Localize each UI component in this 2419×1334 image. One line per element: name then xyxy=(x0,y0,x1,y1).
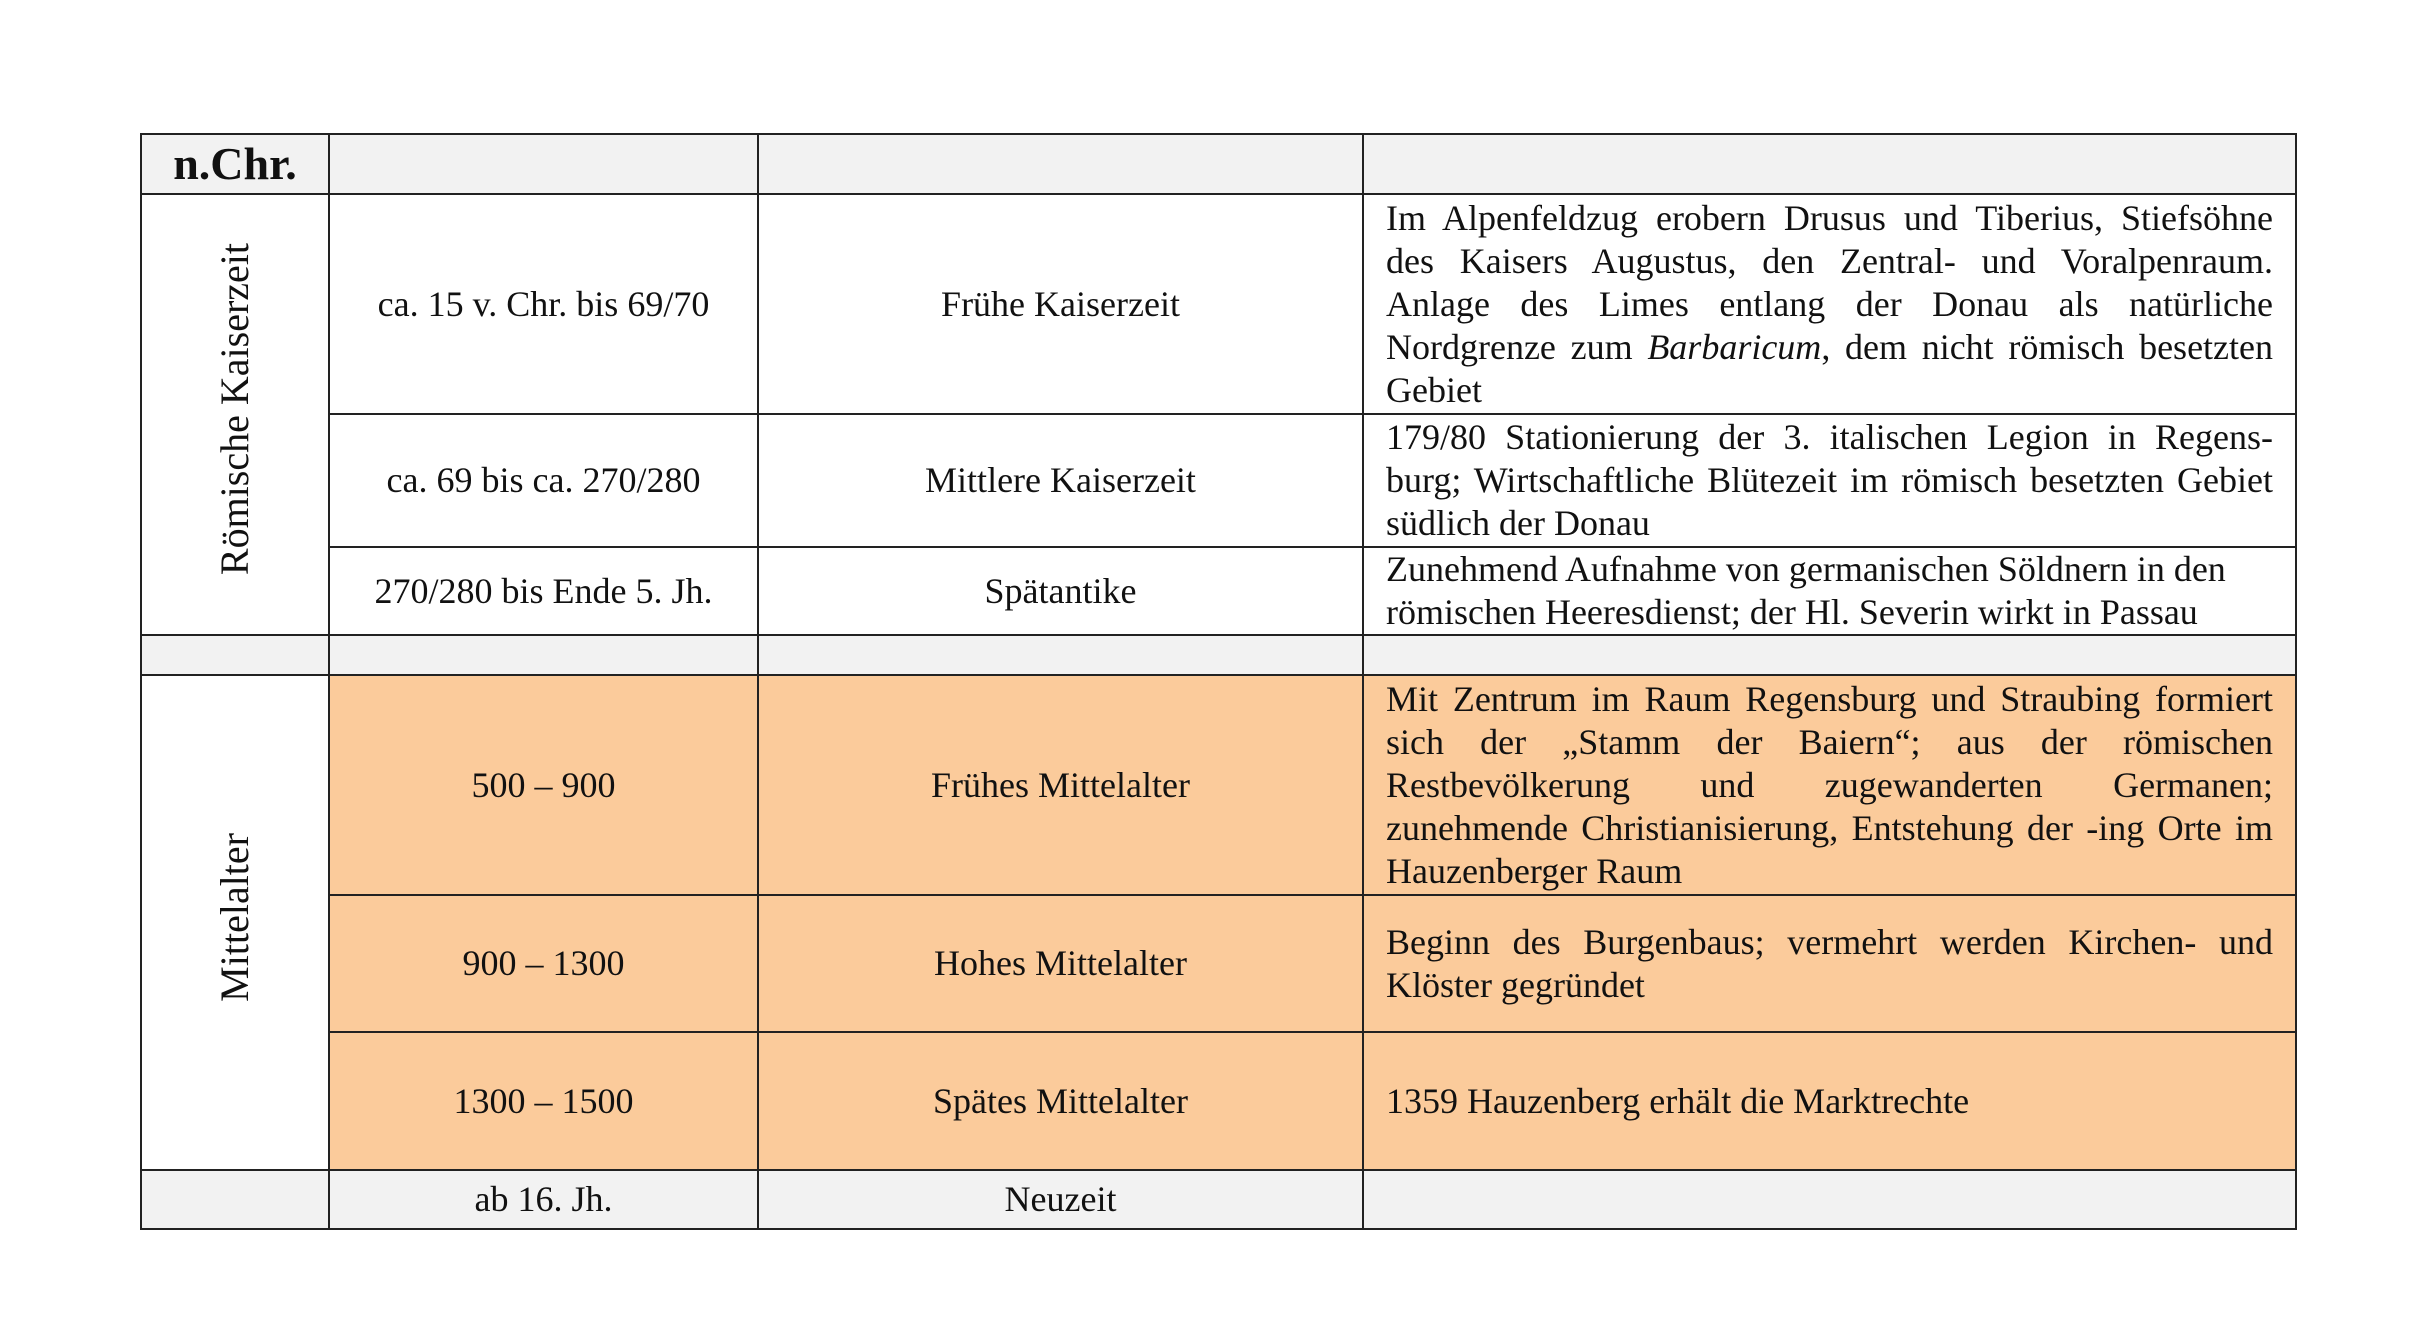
period-description: 1359 Hauzenberg erhält die Marktrechte xyxy=(1386,1080,1970,1121)
era-cell-roman xyxy=(141,194,329,635)
period-description: Mit Zentrum im Raum Regensburg und Straubing formiert sich der „Stamm der Baiern“; aus der römischen Restbevölkerung und zugewanderten Germanen; zunehmende Christianisierung, Entstehung der -ing Orte im Hauzenberger Raum xyxy=(1386,678,2273,891)
period-name: Frühe Kaiserzeit xyxy=(941,283,1180,324)
name-cell xyxy=(758,1170,1363,1229)
description-text: Im Alpenfeldzug erobern Drusus und Tiberius, Stiefsöhne des Kaisers Augustus, den Zentral- und Voralpenraum. Anlage des Limes entlang der Donau als natürliche Nordgrenze zum xyxy=(1386,197,2273,367)
period-cell xyxy=(329,547,758,635)
separator-cell xyxy=(329,635,758,675)
period-name: Frühes Mittelalter xyxy=(931,764,1190,805)
period-text: 1300 – 1500 xyxy=(453,1080,634,1121)
name-cell xyxy=(758,414,1363,547)
separator-cell xyxy=(141,635,329,675)
period-name: Hohes Mittelalter xyxy=(934,943,1187,983)
description-cell xyxy=(1363,194,2296,414)
era-label-medieval: Mittelalter xyxy=(212,833,257,1002)
separator-cell xyxy=(1363,635,2296,675)
header-empty-cell xyxy=(329,134,758,194)
period-name: Spätantike xyxy=(984,570,1137,611)
period-text: 900 – 1300 xyxy=(462,943,625,983)
period-description: Zunehmend Aufnahme von germanischen Söldnern in den römischen Heeresdienst; der Hl. Severin wirkt in Passau xyxy=(1386,549,2226,632)
period-cell xyxy=(329,675,758,895)
period-cell xyxy=(329,194,758,414)
description-empty-cell xyxy=(1363,1170,2296,1229)
separator-cell xyxy=(758,635,1363,675)
table-row-medieval-early xyxy=(141,675,2296,895)
period-cell xyxy=(329,1170,758,1229)
table-row-roman-early xyxy=(141,194,2296,414)
period-description: 179/80 Stationierung der 3. italischen Legion in Regens-burg; Wirtschaftliche Blütezeit im römisch besetzten Gebiet südlich der Donau xyxy=(1386,417,2273,543)
period-description xyxy=(1364,197,2295,412)
header-empty-cell xyxy=(758,134,1363,194)
name-cell xyxy=(758,675,1363,895)
period-text: 500 – 900 xyxy=(471,764,616,805)
period-text: ca. 15 v. Chr. bis 69/70 xyxy=(377,283,710,324)
period-cell xyxy=(329,414,758,547)
name-cell xyxy=(758,895,1363,1032)
description-cell xyxy=(1363,1032,2296,1170)
description-cell xyxy=(1363,414,2296,547)
period-cell xyxy=(329,895,758,1032)
table-row-roman-late xyxy=(141,547,2296,635)
separator-row xyxy=(141,635,2296,675)
table-row-medieval-high xyxy=(141,895,2296,1032)
chronology-table xyxy=(140,133,2297,1230)
description-italic-term: Barbaricum xyxy=(1647,326,1822,367)
era-cell-medieval xyxy=(141,675,329,1170)
period-name: Spätes Mittelalter xyxy=(933,1080,1188,1121)
table-row-medieval-late xyxy=(141,1032,2296,1170)
period-cell xyxy=(329,1032,758,1170)
header-row xyxy=(141,134,2296,194)
era-label-roman: Römische Kaiserzeit xyxy=(212,243,257,576)
period-text: ab 16. Jh. xyxy=(474,1179,613,1219)
header-era-cell xyxy=(141,134,329,194)
description-text: , dem nicht römisch besetzten Gebiet xyxy=(1386,326,2274,410)
table-row-modern xyxy=(141,1170,2296,1229)
period-name: Mittlere Kaiserzeit xyxy=(925,460,1196,500)
name-cell xyxy=(758,194,1363,414)
period-description: Beginn des Burgenbaus; vermehrt werden Kirchen- und Klöster gegründet xyxy=(1386,921,2273,1005)
header-era-label: n.Chr. xyxy=(173,138,297,189)
description-cell xyxy=(1363,547,2296,635)
period-text: ca. 69 bis ca. 270/280 xyxy=(386,460,701,500)
period-text: 270/280 bis Ende 5. Jh. xyxy=(374,570,713,611)
table-row-roman-middle xyxy=(141,414,2296,547)
description-cell xyxy=(1363,675,2296,895)
header-empty-cell xyxy=(1363,134,2296,194)
name-cell xyxy=(758,547,1363,635)
description-cell xyxy=(1363,895,2296,1032)
period-name: Neuzeit xyxy=(1004,1179,1117,1219)
name-cell xyxy=(758,1032,1363,1170)
era-empty-cell xyxy=(141,1170,329,1229)
